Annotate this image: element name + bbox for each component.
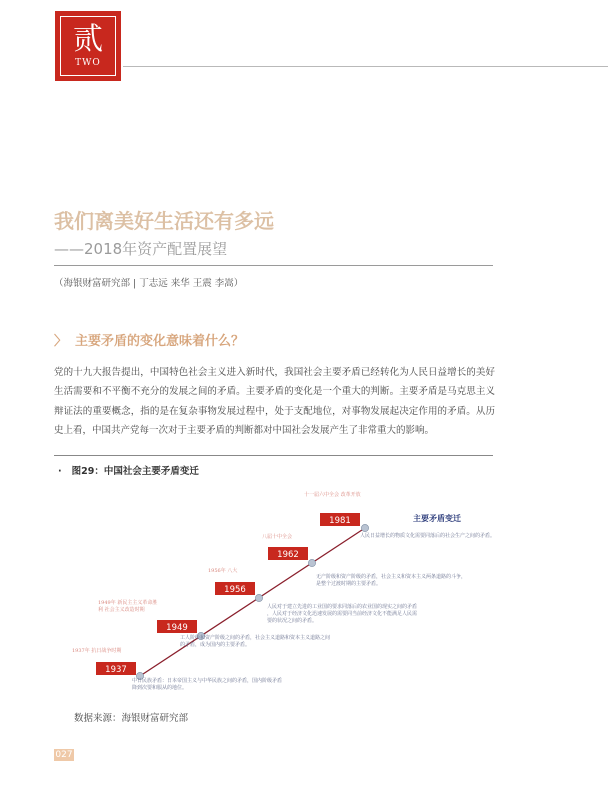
- timeline-node: [308, 559, 315, 566]
- era-label: 十一届六中全会 改革开放: [304, 492, 361, 498]
- contradiction-text: 中日民族矛盾：日本帝国主义与中华民族之间的矛盾，国内阶级矛盾降到次要和服从的地位。: [132, 678, 283, 691]
- contradiction-text: 人民日益增长的物质文化需要同落后的社会生产之间的矛盾。: [360, 533, 496, 539]
- timeline-node: [255, 594, 262, 601]
- contradiction-text: 人民对于建立先进的工业国的要求同落后的农业国的现实之间的矛盾，人民对于经济文化迅速发展的需要同当前经济文化不能满足人民需要的状况之间的矛盾。: [267, 604, 418, 624]
- page-number: 027: [55, 750, 73, 760]
- year-label: 1962: [277, 550, 299, 560]
- year-label: 1956: [224, 585, 246, 595]
- era-label: 1956年 八大: [208, 568, 238, 574]
- authors-line: （海银财富研究部 | 丁志远 来华 王震 李嵩）: [54, 278, 244, 289]
- year-label: 1981: [329, 516, 351, 526]
- chapter-number-en: TWO: [75, 58, 101, 68]
- chevron-right-icon: 〉: [54, 334, 68, 349]
- year-label: 1937: [105, 665, 127, 675]
- timeline-axis: [140, 528, 365, 676]
- body-paragraph: 党的十九大报告提出，中国特色社会主义进入新时代，我国社会主要矛盾已经转化为人民日益增长的美好生活需要和不平衡不充分的发展之间的矛盾。主要矛盾的变化是一个重大的判断。主要矛盾是马克思主义辩证法的重要概念，指的是在复杂事物发展过程中，处于支配地位，对事物发展起决定作用的矛盾。从历史上看，中国共产党每一次对于主要矛盾的判断都对中国社会发展产生了非常重大的影响。: [54, 367, 495, 437]
- era-label: 1937年 抗日战争时期: [72, 648, 122, 654]
- figure-caption-text: 图29：中国社会主要矛盾变迁: [71, 466, 199, 477]
- timeline-node: [361, 524, 368, 531]
- contradiction-text: 工人阶级和资产阶级之间的矛盾，社会主义道路和资本主义道路之间的矛盾，成为国内的主要矛盾。: [180, 635, 331, 648]
- contradiction-text: 无产阶级和资产阶级的矛盾，社会主义和资本主义两条道路的斗争，是整个过渡时期的主要矛盾。: [316, 574, 467, 587]
- section-heading-text: 主要矛盾的变化意味着什么？: [75, 334, 245, 349]
- year-label: 1949: [166, 623, 188, 633]
- era-label: 八届十中全会: [262, 534, 293, 540]
- bullet-icon: ·: [58, 466, 62, 477]
- data-source: 数据来源：海银财富研究部: [74, 713, 189, 724]
- article-subtitle: ——2018年资产配置展望: [54, 240, 228, 258]
- article-title: 我们离美好生活还有多远: [54, 209, 274, 233]
- era-label: 1949年 新民主主义革命胜利 社会主义改造时期: [98, 600, 158, 613]
- chapter-number: 贰: [73, 22, 103, 57]
- timeline-heading: 主要矛盾变迁: [413, 513, 461, 523]
